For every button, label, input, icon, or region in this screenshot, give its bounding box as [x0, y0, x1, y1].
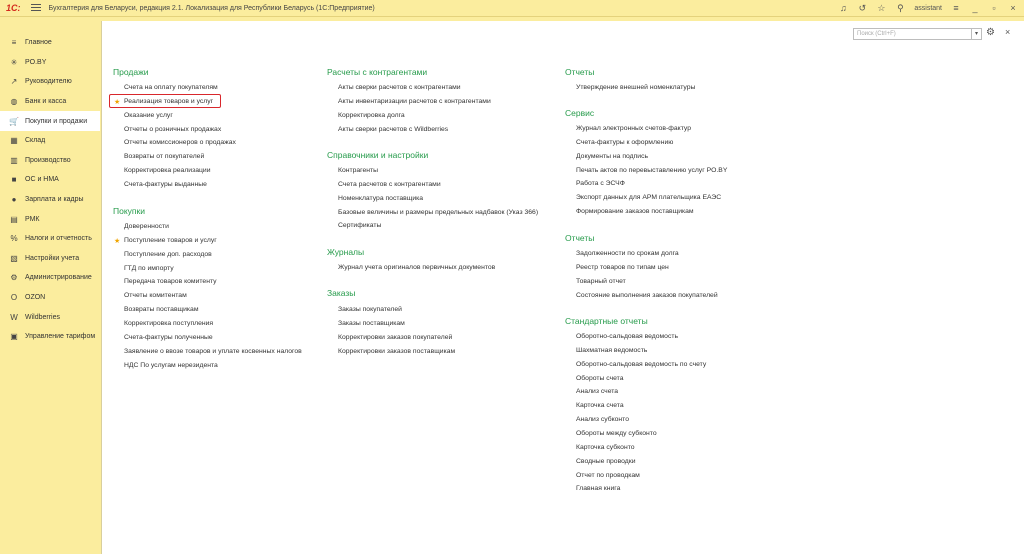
sidebar-item-icon: O	[10, 293, 18, 303]
menu-link[interactable]: Сводные проводки	[576, 457, 636, 465]
menu-link[interactable]: Обороты счета	[576, 374, 624, 382]
menu-link[interactable]: Базовые величины и размеры предельных надбавок (Указ 366)	[338, 208, 539, 216]
section-settlements-title: Расчеты с контрагентами	[327, 67, 428, 77]
menu-link[interactable]: Корректировка поступления	[124, 319, 214, 327]
sidebar-item-label: Администрирование	[25, 274, 92, 282]
menu-link[interactable]: Отчеты комиссионеров о продажах	[124, 139, 236, 147]
menu-link[interactable]: Передача товаров комитенту	[124, 278, 217, 286]
sidebar-item-label: Главное	[25, 39, 52, 47]
sidebar-item[interactable]	[0, 268, 100, 288]
sidebar-item[interactable]	[0, 72, 100, 92]
section-refs-title: Справочники и настройки	[327, 150, 429, 160]
menu-link[interactable]: Счета-фактуры полученные	[124, 333, 213, 341]
menu-link[interactable]: Номенклатура поставщика	[338, 194, 424, 202]
menu-link[interactable]: Обороты между субконто	[576, 429, 657, 437]
sidebar-item-icon: 🛒	[9, 116, 19, 126]
sidebar-item[interactable]	[0, 190, 100, 210]
app-logo: 1С:	[6, 3, 21, 13]
sidebar-item-icon: ▧	[10, 253, 18, 263]
favorite-star-icon: ★	[114, 99, 121, 106]
sidebar-item[interactable]	[0, 307, 100, 327]
menu-link[interactable]: Экспорт данных для АРМ плательщика ЕАЭС	[576, 194, 722, 202]
menu-link[interactable]: Отчеты комитентам	[124, 292, 187, 300]
menu-link[interactable]: Анализ субконто	[576, 416, 630, 424]
sidebar-item-label: Банк и касса	[25, 98, 67, 106]
menu-link[interactable]: Корректировки заказов покупателей	[338, 333, 453, 341]
star-icon[interactable]: ☆	[877, 3, 886, 13]
section-std-reports-title: Стандартные отчеты	[565, 316, 648, 326]
selected-item-highlight	[109, 94, 221, 108]
sidebar-item[interactable]	[0, 131, 100, 151]
sidebar-item-label: Управление тарифом	[25, 333, 96, 341]
sidebar-item-label: Руководителю	[25, 78, 72, 86]
section-service-title: Сервис	[565, 108, 595, 118]
sidebar-item[interactable]	[0, 92, 100, 112]
sidebar-item-label: ОС и НМА	[25, 176, 59, 184]
sidebar-item-icon: ▦	[10, 136, 18, 146]
history-icon[interactable]: ↺	[858, 3, 867, 13]
sidebar-item-icon: ▥	[10, 155, 18, 165]
menu-link[interactable]: Печать актов по перевыставлению услуг PO.BY	[576, 166, 728, 174]
sidebar-item-icon: ■	[11, 175, 17, 185]
menu-link[interactable]: Реестр товаров по типам цен	[576, 263, 669, 271]
sidebar-item[interactable]	[0, 249, 100, 269]
sidebar-item-icon: %	[10, 234, 18, 244]
sidebar-item[interactable]	[0, 229, 100, 249]
menu-link[interactable]: Состояние выполнения заказов покупателей	[576, 291, 718, 299]
sidebar-item[interactable]	[0, 288, 100, 308]
user-name[interactable]: assistant	[914, 5, 942, 12]
sidebar-item-label: Налоги и отчетность	[25, 235, 92, 243]
menu-link[interactable]: Заявление о ввозе товаров и уплате косвенных налогов	[124, 347, 302, 355]
sidebar-item[interactable]	[0, 151, 100, 171]
menu-link[interactable]: Формирование заказов поставщикам	[576, 208, 694, 216]
menu-link[interactable]: Счета на оплату покупателям	[124, 84, 218, 91]
sidebar-item-label: PO.BY	[25, 58, 47, 66]
menu-link[interactable]: Корректировка долга	[338, 111, 405, 119]
menu-link[interactable]: Акты сверки расчетов с контрагентами	[338, 84, 461, 91]
menu-link[interactable]: Отчеты о розничных продажах	[124, 125, 222, 133]
section-orders-title: Заказы	[327, 288, 356, 298]
menu-link[interactable]: Журнал учета оригиналов первичных документов	[338, 264, 496, 271]
sidebar-item[interactable]	[0, 209, 100, 229]
section-purchases-title: Покупки	[113, 206, 145, 216]
sidebar-item[interactable]	[0, 327, 100, 347]
sidebar-item[interactable]	[0, 53, 100, 73]
menu-link[interactable]: Корректировка реализации	[124, 167, 211, 175]
menu-link[interactable]: Карточка субконто	[576, 443, 635, 451]
menu-link[interactable]: Задолженности по срокам долга	[576, 250, 679, 257]
menu-link[interactable]: Поступление товаров и услуг	[124, 236, 217, 244]
menu-link[interactable]: Возвраты от покупателей	[124, 153, 205, 161]
restore-icon[interactable]: ▫	[992, 3, 996, 13]
sidebar-item-label: Производство	[25, 156, 71, 164]
sidebar-item-label: Покупки и продажи	[25, 117, 88, 125]
search-icon[interactable]: ⚲	[897, 3, 904, 13]
close-window-icon[interactable]: ×	[1010, 3, 1016, 13]
menu-link[interactable]: Счета расчетов с контрагентами	[338, 180, 441, 188]
menu-link[interactable]: Акты инвентаризации расчетов с контрагентами	[338, 97, 491, 105]
minimize-icon[interactable]: _	[972, 3, 978, 13]
section-reports-title: Отчеты	[565, 67, 595, 77]
menu-link[interactable]: Заказы поставщикам	[338, 319, 405, 327]
sidebar-item[interactable]	[0, 170, 100, 190]
menu-link[interactable]: Журнал электронных счетов-фактур	[576, 125, 691, 132]
menu-link[interactable]: Документы на подпись	[576, 152, 649, 160]
menu-link[interactable]: Контрагенты	[338, 167, 379, 174]
sidebar-item-icon: ✳	[10, 57, 18, 67]
sidebar-item[interactable]	[0, 33, 100, 53]
menu-link[interactable]: Счета-фактуры выданные	[124, 180, 207, 188]
sidebar-item-icon: ≡	[11, 38, 17, 48]
sidebar-item-icon: ↗	[10, 77, 18, 87]
bell-icon[interactable]: ♫	[840, 3, 847, 13]
sidebar-item-icon: ▣	[10, 332, 18, 342]
menu-link[interactable]: Оборотно-сальдовая ведомость по счету	[576, 360, 707, 368]
menu-link[interactable]: Акты сверки расчетов с Wildberries	[338, 125, 449, 133]
sidebar-item[interactable]	[0, 111, 100, 131]
sidebar-item-icon: ▤	[10, 214, 18, 224]
sidebar-item-label: Wildberries	[25, 313, 61, 321]
menu-link[interactable]: Отчет по проводкам	[576, 471, 640, 479]
sidebar-item-label: Зарплата и кадры	[25, 196, 84, 204]
close-icon[interactable]: ×	[1005, 27, 1011, 37]
menu-link[interactable]: Товарный отчет	[576, 277, 626, 285]
search-input[interactable]: Поиск (Ctrl+F)	[853, 28, 972, 40]
search-dropdown-icon[interactable]: ▾	[972, 28, 982, 40]
section-sales-title: Продажи	[113, 67, 149, 77]
sidebar-item-icon: ⚙	[10, 273, 18, 283]
sidebar-item-label: РМК	[25, 215, 40, 223]
menu-link[interactable]: Счета-фактуры к оформлению	[576, 138, 674, 146]
menu-link[interactable]: Возвраты поставщикам	[124, 306, 199, 314]
sidebar	[0, 33, 100, 554]
menu-link[interactable]: Карточка счета	[576, 402, 624, 410]
menu-link[interactable]: ГТД по импорту	[124, 264, 174, 272]
menu-link[interactable]: Корректировки заказов поставщикам	[338, 347, 456, 355]
menu-link[interactable]: Поступление доп. расходов	[124, 250, 212, 258]
settings-menu-icon[interactable]: ≡	[953, 3, 959, 13]
menu-link[interactable]: НДС По услугам нерезидента	[124, 361, 218, 369]
sidebar-item-label: Склад	[25, 137, 46, 145]
sidebar-item-icon: ●	[11, 195, 17, 205]
menu-link[interactable]: Оказание услуг	[124, 111, 173, 119]
sidebar-item-label: OZON	[25, 294, 46, 302]
menu-link[interactable]: Заказы покупателей	[338, 306, 402, 313]
menu-link[interactable]: Реализация товаров и услуг	[124, 97, 214, 105]
section-journals-title: Журналы	[327, 247, 365, 257]
menu-link[interactable]: Главная книга	[576, 485, 621, 493]
main-panel	[101, 21, 1024, 554]
sidebar-item-icon: ◍	[10, 97, 18, 107]
menu-link[interactable]: Доверенности	[124, 223, 169, 230]
gear-icon[interactable]: ⚙	[986, 27, 995, 38]
menu-link[interactable]: Шахматная ведомость	[576, 346, 648, 354]
hamburger-menu-icon[interactable]	[31, 4, 41, 12]
sidebar-item-icon: W	[10, 312, 18, 322]
menu-link[interactable]: Работа с ЭСЧФ	[576, 180, 625, 188]
menu-link[interactable]: Утверждение внешней номенклатуры	[576, 84, 696, 91]
menu-link[interactable]: Сертификаты	[338, 222, 382, 230]
app-title: Бухгалтерия для Беларуси, редакция 2.1. Локализация для Республики Беларусь (1С:Предприятие)	[48, 4, 375, 12]
favorite-star-icon: ★	[114, 238, 121, 245]
title-bar	[0, 0, 1024, 17]
menu-link[interactable]: Анализ счета	[576, 388, 619, 396]
section-reports2-title: Отчеты	[565, 233, 595, 243]
sidebar-item-label: Настройки учета	[25, 254, 80, 262]
menu-link[interactable]: Оборотно-сальдовая ведомость	[576, 333, 679, 340]
